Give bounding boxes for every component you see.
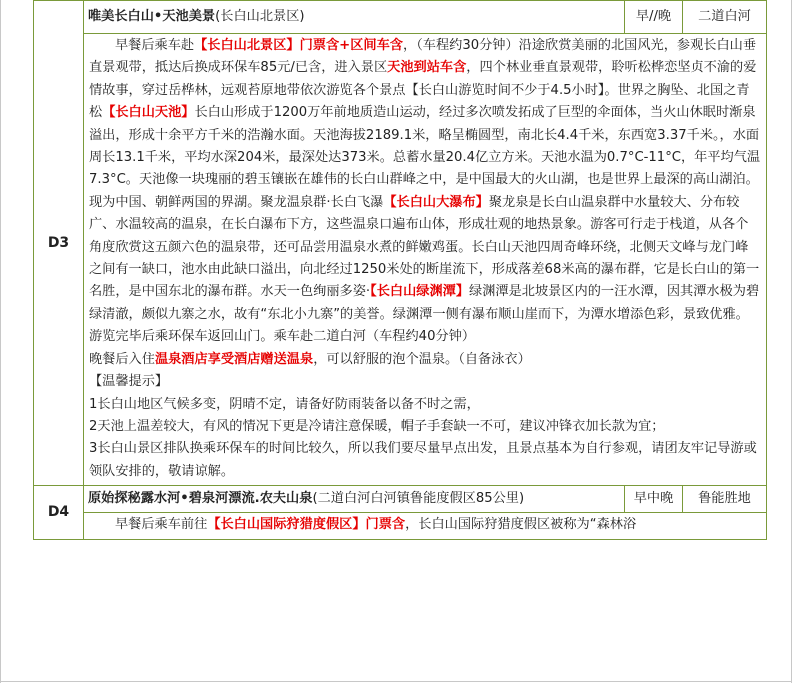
day-header-row-d3 [34,1,767,34]
text-segment: 晚餐后入住 [89,351,155,367]
day-description-d3 [84,34,767,486]
text-segment: 聚龙泉是长白山温泉群中水量较大、分布较广、水温较高的温泉，在长白瀑布下方，这些温泉口遍布山体，形成壮观的地热景象。游客可行走于栈道，从各个角度欣赏这五颜六色的温泉带，还可品尝用温泉水煮的鲜嫩鸡蛋。长白山天池四周奇峰环绕，北侧天文峰与龙门峰之间有一缺口，池水由此缺口溢出，向北经过1250米处的断崖流下，形成落差68米高的瀑布群，它是长白山的第一名胜，是中国东北的瀑布群。水天一色绚丽多姿· [89,194,760,300]
text-segment: 早餐后乘车赴 [115,38,195,53]
tip-item: 3长白山景区排队换乘环保车的时间比较久，所以我们要尽量早点出发，且景点基本为自行参观，请团友牢记导游或领队安排的，敬请谅解。 [89,441,757,479]
day-description-d4 [84,513,767,539]
highlight-attraction: 【长白山大瀑布】 [383,194,489,210]
day-label-d4: D4 [34,486,84,539]
tips-title: 【温馨提示】 [89,374,169,390]
highlight-attraction: 天池到站车含 [387,60,467,76]
meals-d4: 早中晚 [625,486,683,513]
page-left-border [0,0,1,683]
tip-item: 2天池上温差较大，有风的情况下更是冷请注意保暖，帽子手套缺一不可，建议冲锋衣加长款为宜； [89,418,665,434]
text-segment: 绿渊潭是北坡景区内的一汪水潭，因其潭水极为碧绿清澈，颇似九寨之水，故有“东北小九寨”的美誉。绿渊潭一侧有瀑布顺山崖而下，为潭水增添色彩，景致优雅。游览完毕后乘环保车返回山门。乘车赴二道白河（车程约40分钟） [89,284,760,345]
text-segment: ，长白山国际狩猎度假区被称为“森林浴 [405,517,637,533]
text-segment: ，可以舒服的泡个温泉。（自备泳衣） [313,351,531,367]
day-header-row-d4 [34,486,767,513]
day-content-row-d4 [34,513,767,539]
page-bottom-border [0,681,792,682]
page-right-border [791,0,792,683]
text-segment: ，四个林业垂直景观带，聆听松桦恋坚贞不渝的爱情故事，穿过岳桦林，远观苔原地带依次游览各个景点【长白山游览时间不少于4.5小时】。世界之胸坠、北国之青松 [89,60,757,121]
itinerary-table [33,0,767,540]
tip-item: 1长白山地区气候多变，阴晴不定，请备好防雨装备以备不时之需， [89,396,480,412]
day-title-d4 [84,486,625,513]
itinerary-paragraph [89,35,761,349]
highlight-attraction: 【长白山国际狩猎度假区】门票含 [207,517,406,533]
day-content-row-d3 [34,34,767,486]
hotel-d3: 二道白河 [683,1,767,34]
day-title-location: (二道白河白河镇鲁能度假区85公里) [312,490,525,506]
day-title-d3 [84,1,625,34]
text-segment: 早餐后乘车前往 [115,517,208,533]
text-segment: 长白山形成于1200万年前地质造山运动，经过多次喷发拓成了巨型的伞面体，当火山休眠时渐泉溢出，形成十余平方千米的浩瀚水面。天池海拔2189.1米，略呈椭圆型，南北长4.4千米，东西宽3.37千米。，水面周长13.1千米，平均水深204米，最深处达373米。总蓄水量20.4亿立方米。天池水温为0.7°C-11°C，年平均气温7.3°C。天池像一块瑰丽的碧玉镶嵌在雄伟的长白山群峰之中，是中国最大的火山湖，也是世界上最深的高山湖泊。现为中国、朝鲜两国的界湖。聚龙温泉群·长白飞瀑 [89,105,761,210]
day-title-bold: 原始探秘露水河•碧泉河漂流.农夫山泉 [88,490,313,506]
text-segment: ，（车程约30分钟）沿途欣赏美丽的北国风光，参观长白山垂直景观带，抵达后换成环保车85元/已含，进入景区 [89,38,757,76]
highlight-attraction: 【长白山北景区】门票含+区间车含 [194,38,403,53]
hotel-paragraph [89,349,761,371]
highlight-attraction: 【长白山天池】 [102,105,195,121]
day-title-bold: 唯美长白山•天池美景 [88,8,216,24]
hotel-d4: 鲁能胜地 [683,486,767,513]
highlight-hotel: 温泉酒店享受酒店赠送温泉 [154,351,314,367]
itinerary-page [33,0,767,540]
day-label-d3: D3 [34,1,84,486]
highlight-attraction: 【长白山绿渊潭】 [370,284,470,300]
day-title-location: (长白山北景区) [215,8,305,24]
itinerary-paragraph [89,514,761,536]
meals-d3: 早//晚 [625,1,683,34]
